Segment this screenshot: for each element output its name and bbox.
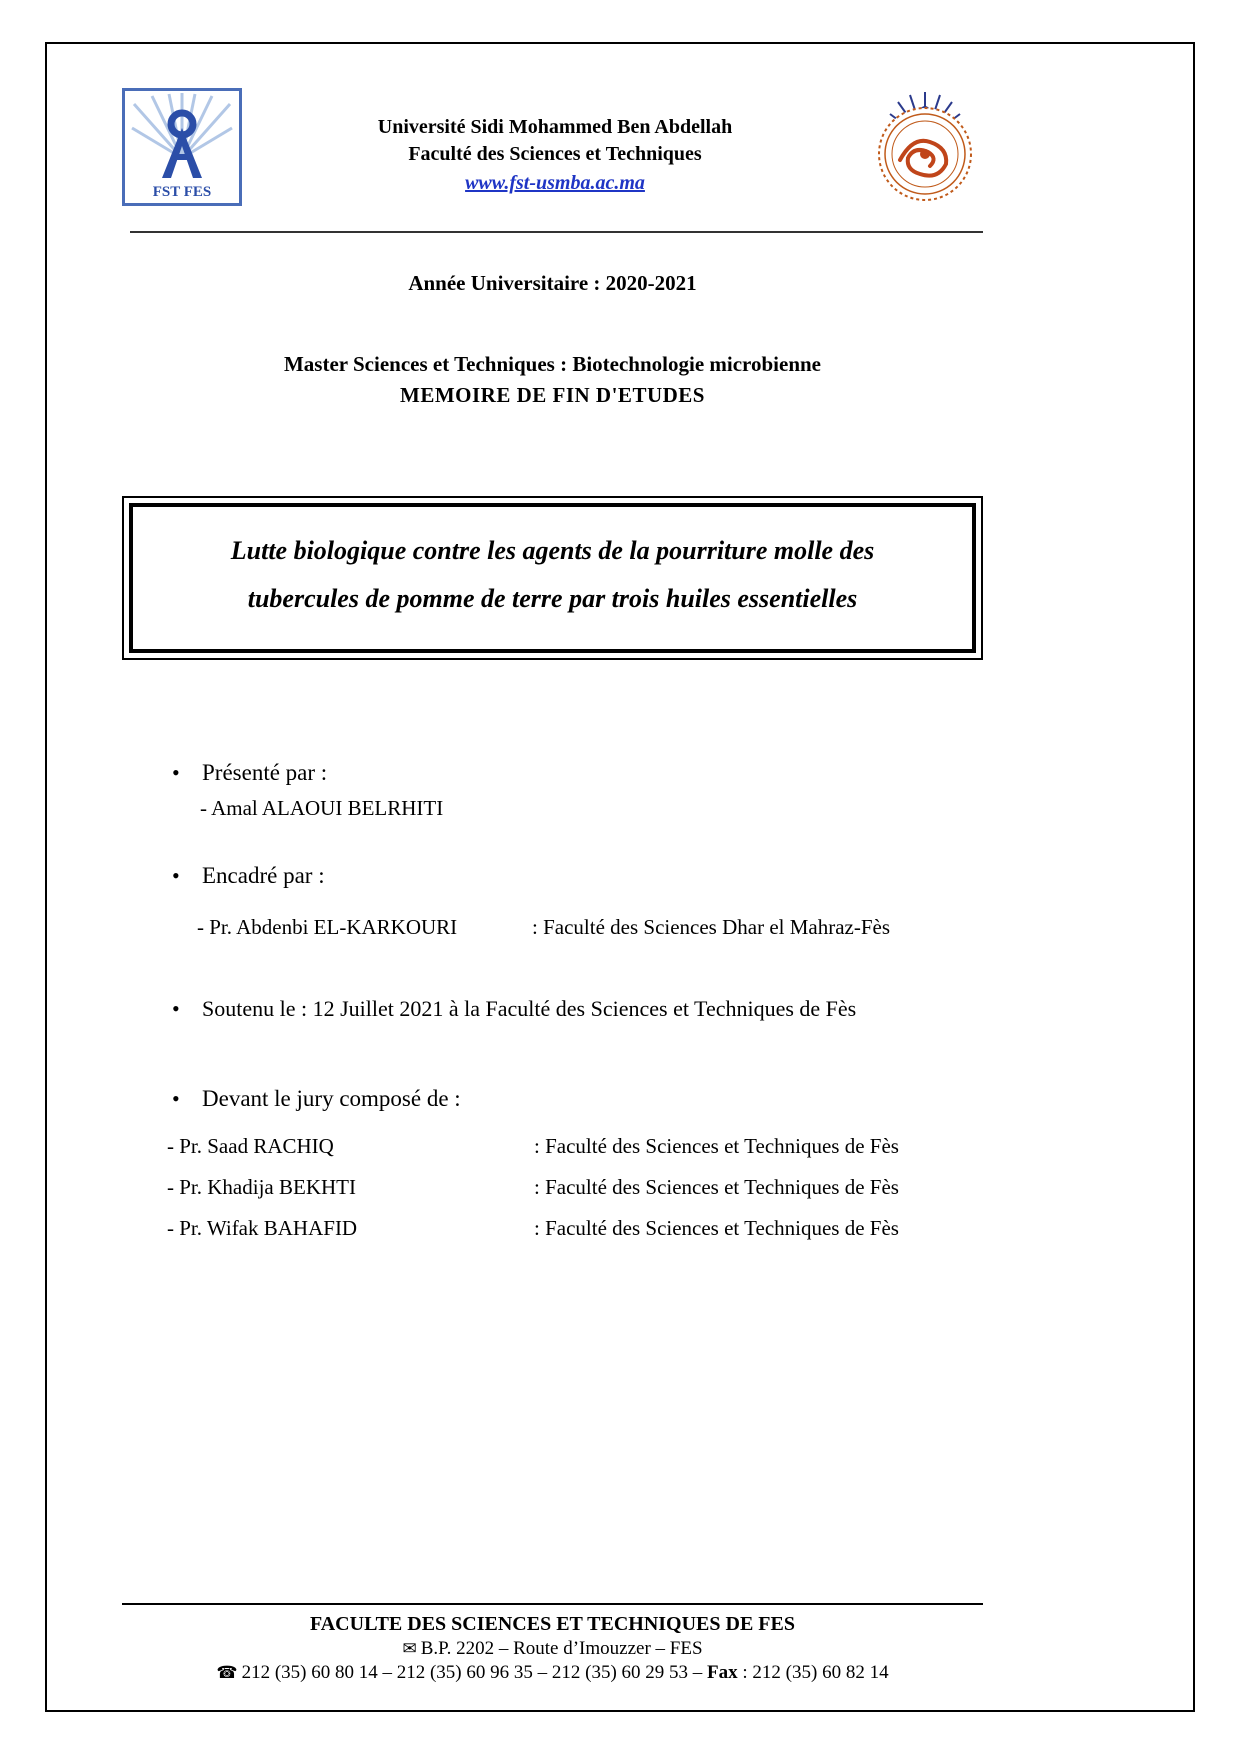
thesis-title-box xyxy=(122,496,983,660)
thesis-title-line1: Lutte biologique contre les agents de la pourriture molle des xyxy=(230,536,875,565)
bullet-icon: • xyxy=(172,863,180,888)
faculty-name: Faculté des Sciences et Techniques xyxy=(408,143,702,165)
footer xyxy=(122,1603,983,1684)
document-page xyxy=(45,42,1195,1712)
header xyxy=(122,88,983,211)
fst-fes-logo xyxy=(122,88,242,211)
footer-address-text: B.P. 2202 – Route d’Imouzzer – FES xyxy=(420,1638,703,1659)
jury-member-affiliation: : Faculté des Sciences et Techniques de Fès xyxy=(534,1216,899,1240)
fst-fes-logo-graphic xyxy=(122,88,242,206)
details-sections xyxy=(122,760,983,1241)
author-name: - Amal ALAOUI BELRHITI xyxy=(200,796,444,820)
website-link[interactable]: www.fst-usmba.ac.ma xyxy=(465,172,645,194)
jury-member-name: - Pr. Saad RACHIQ xyxy=(167,1134,334,1158)
footer-divider xyxy=(122,1603,983,1605)
jury-row xyxy=(167,1216,983,1241)
thesis-title xyxy=(129,503,976,653)
phone-icon: ☎ xyxy=(216,1663,238,1682)
footer-phones xyxy=(122,1662,983,1684)
header-text-block xyxy=(242,88,868,197)
supervisor-row xyxy=(197,915,983,940)
jury-label: Devant le jury composé de : xyxy=(202,1086,461,1111)
thesis-title-line2: tubercules de pomme de terre par trois huiles essentielles xyxy=(247,584,858,613)
program-title: Master Sciences et Techniques : Biotechnologie microbienne xyxy=(283,352,822,376)
supervisor-affiliation: : Faculté des Sciences Dhar el Mahraz-Fès xyxy=(532,915,891,939)
defense-date-row xyxy=(172,996,983,1022)
header-divider xyxy=(130,231,983,233)
jury-member-name: - Pr. Khadija BEKHTI xyxy=(167,1175,356,1199)
document-type: MEMOIRE DE FIN D'ETUDES xyxy=(400,383,705,407)
bullet-icon: • xyxy=(172,996,180,1021)
university-name: Université Sidi Mohammed Ben Abdellah xyxy=(377,116,733,138)
footer-faculty-name: FACULTE DES SCIENCES ET TECHNIQUES DE FES xyxy=(310,1613,795,1635)
jury-row xyxy=(167,1134,983,1159)
academic-year: Année Universitaire : 2020-2021 xyxy=(408,271,697,295)
jury-row xyxy=(167,1175,983,1200)
fst-fes-logo-caption: FST FES xyxy=(152,184,212,200)
jury-member-affiliation: : Faculté des Sciences et Techniques de Fès xyxy=(534,1134,899,1158)
footer-address xyxy=(122,1638,983,1660)
presented-by-label: Présenté par : xyxy=(202,760,328,785)
supervised-by-label: Encadré par : xyxy=(202,863,325,888)
fax-label: Fax xyxy=(707,1662,738,1683)
presented-by-row xyxy=(172,760,983,786)
fax-number: : 212 (35) 60 82 14 xyxy=(737,1662,889,1683)
university-seal-graphic xyxy=(868,88,983,206)
bullet-icon: • xyxy=(172,1086,180,1111)
footer-phone-numbers: 212 (35) 60 80 14 – 212 (35) 60 96 35 – 212 (35) 60 29 53 – xyxy=(241,1662,708,1683)
supervisor-name: - Pr. Abdenbi EL-KARKOURI xyxy=(197,915,458,939)
jury-member-name: - Pr. Wifak BAHAFID xyxy=(167,1216,358,1240)
bullet-icon: • xyxy=(172,760,180,785)
mail-icon: ✉ xyxy=(402,1639,417,1658)
defense-date-text: Soutenu le : 12 Juillet 2021 à la Faculté des Sciences et Techniques de Fès xyxy=(202,996,857,1021)
jury-label-row xyxy=(172,1086,983,1112)
jury-member-affiliation: : Faculté des Sciences et Techniques de Fès xyxy=(534,1175,899,1199)
university-seal-logo xyxy=(868,88,983,211)
supervised-by-row xyxy=(172,863,983,889)
